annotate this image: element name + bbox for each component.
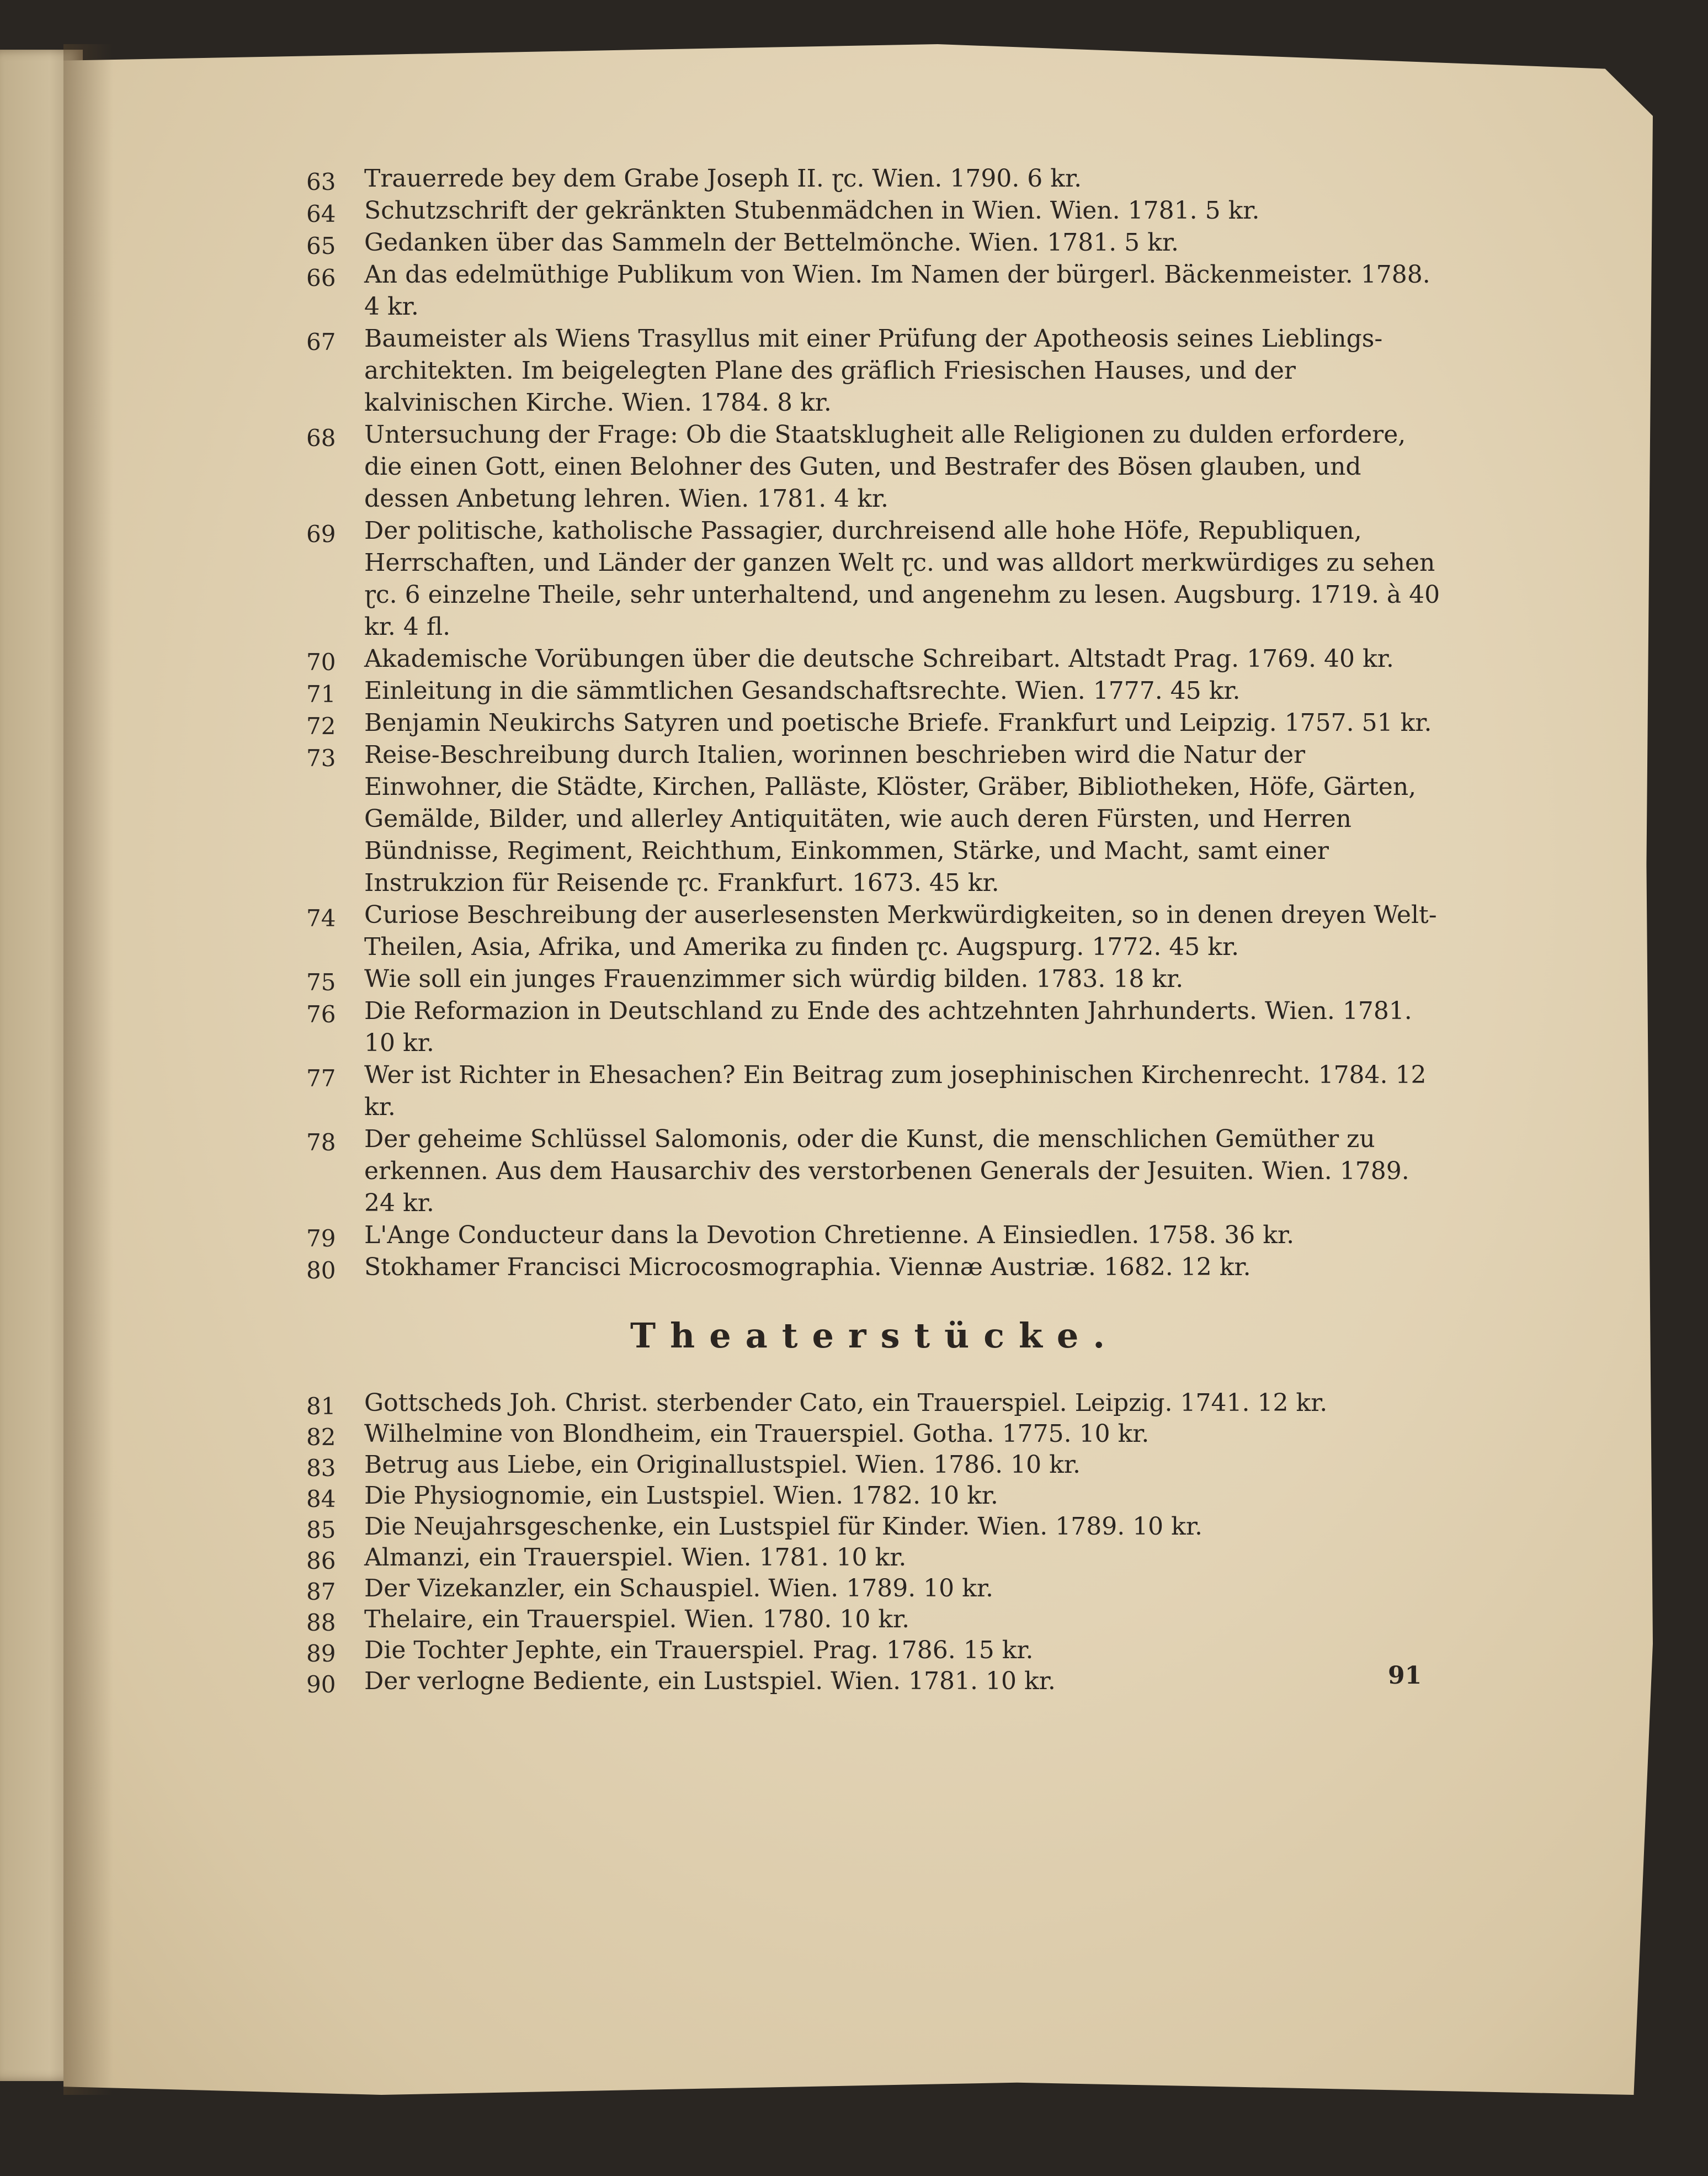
entry-text: Benjamin Neukirchs Satyren und poetische Briefe. Frankfurt und Leipzig. 1757. 51 kr. [364,709,1432,737]
entry-number: 66 [306,264,336,291]
entry-text: Wilhelmine von Blondheim, ein Trauerspiel. Gotha. 1775. 10 kr. [364,1420,1150,1448]
entry-text: Trauerrede bey dem Grabe Joseph II. ɽc. Wien. 1790. 6 kr. [364,164,1082,193]
catalogue-entry [306,995,1443,1059]
gutter-shadow [63,44,113,2095]
entry-text: Schutzschrift der gekränkten Stubenmädchen in Wien. Wien. 1781. 5 kr. [364,197,1260,225]
entry-number: 74 [306,905,336,932]
catalogue-entry [306,323,1443,419]
entry-text: Einleitung in die sämmtlichen Gesandschaftsrechte. Wien. 1777. 45 kr. [364,677,1241,705]
entry-text: Gottscheds Joh. Christ. sterbender Cato, ein Trauerspiel. Leipzig. 1741. 12 kr. [364,1389,1328,1417]
entry-number: 86 [306,1547,336,1574]
entry-number: 81 [306,1393,336,1420]
entry-text: L'Ange Conducteur dans la Devotion Chretienne. A Einsiedlen. 1758. 36 kr. [364,1221,1295,1249]
entry-text: Der Vizekanzler, ein Schauspiel. Wien. 1789. 10 kr. [364,1574,994,1602]
entry-text: Wie soll ein junges Frauenzimmer sich würdig bilden. 1783. 18 kr. [364,965,1184,993]
entry-number: 77 [306,1065,336,1092]
catalogue-entry [306,1059,1443,1123]
catalogue-entry [306,163,1443,195]
entry-number: 83 [306,1455,336,1482]
entry-text: Wer ist Richter in Ehesachen? Ein Beitrag zum josephinischen Kirchenrecht. 1784. 12 kr. [364,1061,1427,1121]
entry-text: Die Tochter Jephte, ein Trauerspiel. Prag. 1786. 15 kr. [364,1636,1034,1664]
entry-number: 71 [306,681,336,708]
catalogue-entry [306,1542,1443,1573]
entry-number: 70 [306,649,336,676]
entry-number: 65 [306,232,336,259]
catalogue-entry [306,963,1443,995]
catalogue-entry [306,259,1443,323]
entry-number: 64 [306,200,336,227]
entry-number: 67 [306,328,336,355]
catalogue-entry [306,1419,1443,1450]
catalogue-entry [306,1511,1443,1542]
entry-text: Gedanken über das Sammeln der Bettelmönche. Wien. 1781. 5 kr. [364,229,1179,257]
entry-text: Stokhamer Francisci Microcosmographia. Viennæ Austriæ. 1682. 12 kr. [364,1253,1251,1281]
catalogue-entry [306,1123,1443,1219]
entry-number: 78 [306,1129,336,1156]
entry-text: Untersuchung der Frage: Ob die Staatsklugheit alle Religionen zu dulden erfordere, die einen Gott, einen Belohner des Guten, und Bestrafer des Bösen glauben, und dessen Anbetung lehren. Wien. 1781. 4 kr. [364,421,1406,513]
entry-text: Die Neujahrsgeschenke, ein Lustspiel für Kinder. Wien. 1789. 10 kr. [364,1512,1203,1541]
catalogue-entry [306,739,1443,899]
catalogue-entry [306,419,1443,515]
entry-text: Akademische Vorübungen über die deutsche Schreibart. Altstadt Prag. 1769. 40 kr. [364,645,1394,673]
catalogue-entry [306,1635,1443,1666]
catalogue-entry [306,1480,1443,1511]
catalogue-text [306,163,1443,1697]
entry-number: 68 [306,424,336,452]
entry-number: 69 [306,521,336,548]
entry-number: 87 [306,1578,336,1605]
entry-text: Die Reformazion in Deutschland zu Ende des achtzehnten Jahrhunderts. Wien. 1781. 10 kr. [364,997,1412,1057]
entry-text: An das edelmüthige Publikum von Wien. Im Namen der bürgerl. Bäckenmeister. 1788. 4 kr. [364,261,1430,321]
catalogue-entry [306,899,1443,963]
entry-number: 72 [306,713,336,740]
entry-number: 82 [306,1424,336,1451]
entry-text: Die Physiognomie, ein Lustspiel. Wien. 1782. 10 kr. [364,1482,998,1510]
entry-text: Der politische, katholische Passagier, durchreisend alle hohe Höfe, Republiquen, Herrschaften, und Länder der ganzen Welt ɽc. und was alldort merkwürdiges zu sehen ɽc. 6 einzelne Theile, sehr unterhaltend, und angenehm zu lesen. Augsburg. 1719. à 40 kr. 4 fl. [364,517,1440,641]
catalogue-entry [306,1450,1443,1480]
entry-text: Betrug aus Liebe, ein Originallustspiel. Wien. 1786. 10 kr. [364,1451,1081,1479]
entry-number: 79 [306,1225,336,1252]
entry-text: Der geheime Schlüssel Salomonis, oder die Kunst, die menschlichen Gemüther zu erkennen. Aus dem Hausarchiv des verstorbenen Generals der Jesuiten. Wien. 1789. 24 kr. [364,1125,1409,1217]
entry-text: Curiose Beschreibung der auserlesensten Merkwürdigkeiten, so in denen dreyen Welt-Theilen, Asia, Afrika, und Amerika zu finden ɽc. Augspurg. 1772. 45 kr. [364,901,1437,961]
catalogue-entry [306,707,1443,739]
entry-number: 89 [306,1640,336,1667]
page-number: 91 [1388,1662,1422,1690]
entry-number: 75 [306,969,336,996]
section-heading: Theaterstücke. [630,1315,1119,1356]
entry-number: 85 [306,1516,336,1543]
catalogue-entry [306,1604,1443,1635]
entry-text: Thelaire, ein Trauerspiel. Wien. 1780. 10 kr. [364,1605,910,1633]
catalogue-entry [306,515,1443,643]
entry-number: 80 [306,1257,336,1284]
entry-number: 84 [306,1485,336,1512]
entry-number: 88 [306,1609,336,1636]
theater-list [306,1388,1443,1697]
entry-text: Baumeister als Wiens Trasyllus mit einer Prüfung der Apotheosis seines Lieblings-architekten. Im beigelegten Plane des gräflich Friesischen Hauses, und der kalvinischen Kirche. Wien. 1784. 8 kr. [364,325,1383,417]
book-list [306,163,1443,1283]
catalogue-entry [306,1251,1443,1283]
catalogue-entry [306,1388,1443,1419]
entry-text: Der verlogne Bediente, ein Lustspiel. Wien. 1781. 10 kr. [364,1667,1056,1695]
entry-number: 63 [306,168,336,195]
entry-number: 90 [306,1671,336,1698]
entry-number: 73 [306,745,336,772]
catalogue-entry [306,643,1443,675]
catalogue-entry [306,675,1443,707]
catalogue-entry [306,195,1443,227]
catalogue-entry [306,1573,1443,1604]
catalogue-entry [306,227,1443,259]
catalogue-entry [306,1219,1443,1251]
entry-text: Almanzi, ein Trauerspiel. Wien. 1781. 10 kr. [364,1543,907,1572]
entry-number: 76 [306,1001,336,1028]
entry-text: Reise-Beschreibung durch Italien, worinnen beschrieben wird die Natur der Einwohner, die Städte, Kirchen, Palläste, Klöster, Gräber, Bibliotheken, Höfe, Gärten, Gemälde, Bilder, und allerley Antiquitäten, wie auch deren Fürsten, und Herren Bündnisse, Regiment, Reichthum, Einkommen, Stärke, und Macht, samt einer Instrukzion für Reisende ɽc. Frankfurt. 1673. 45 kr. [364,741,1417,897]
catalogue-entry [306,1666,1443,1697]
